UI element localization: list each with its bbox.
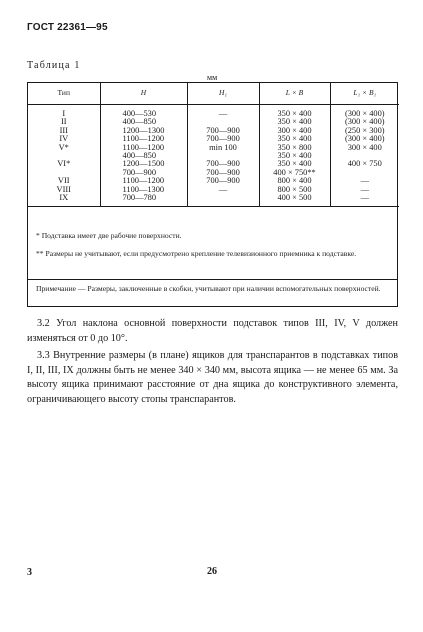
h1-value: 700—900 xyxy=(206,134,240,144)
lb-value: 400 × 750** xyxy=(273,167,316,177)
h-value: 700—900 xyxy=(122,167,156,177)
type-value: III xyxy=(59,125,68,135)
type-value: VIII xyxy=(56,184,71,194)
table-unit: мм xyxy=(207,73,218,82)
h1-value xyxy=(188,194,259,202)
spec-table xyxy=(28,83,399,207)
l1b1-value: (250 × 300) xyxy=(344,125,385,135)
l1b1-value: — xyxy=(360,176,369,186)
footnote-single-star: * Подставка имеет две рабочие поверхности. xyxy=(36,231,182,240)
h-value: 1200—1300 xyxy=(122,125,165,135)
footnote-double-star: ** Размеры не учитывают, если предусмотрено крепление телевизионного приемника к подставке. xyxy=(36,249,357,258)
page-number: 26 xyxy=(207,566,217,577)
lb-value: 350 × 400 xyxy=(277,134,312,144)
lb-value: 350 × 800 xyxy=(277,142,312,152)
h1-value: 700—900 xyxy=(206,159,240,169)
h-value: 1200—1500 xyxy=(122,159,165,169)
lb-value: 350 × 400 xyxy=(277,109,312,118)
column-header-lb: L × B xyxy=(259,83,330,105)
lb-value: 350 × 400 xyxy=(277,117,312,127)
footer-mark: 3 xyxy=(27,567,32,578)
type-value: IV xyxy=(59,134,69,144)
h-value: 1100—1200 xyxy=(122,134,165,144)
document-header: ГОСТ 22361—95 xyxy=(27,22,108,33)
l1b1-column-cell xyxy=(330,105,399,207)
lb-value: 800 × 500 xyxy=(277,184,312,194)
l1b1-value: — xyxy=(360,184,369,194)
h-value: 1100—1200 xyxy=(122,142,165,152)
lb-value: 350 × 400 xyxy=(277,150,312,160)
l1b1-value: 300 × 400 xyxy=(347,142,382,152)
type-value: I xyxy=(62,109,66,118)
l1b1-value: (300 × 400) xyxy=(344,109,385,118)
l1b1-value: 400 × 750 xyxy=(347,159,382,169)
type-value: II xyxy=(60,117,67,127)
lb-column-cell xyxy=(259,105,330,207)
column-header-h1: H₁ xyxy=(187,83,259,105)
paragraph-3-2: 3.2 Угол наклона основной поверхности подставок типов III, IV, V должен изменяться от 0 до 10°. xyxy=(27,318,398,344)
table-header-row xyxy=(28,83,399,105)
spec-table-box xyxy=(27,82,398,307)
h1-column-cell xyxy=(187,105,259,207)
column-header-type: Тип xyxy=(28,83,100,105)
l1b1-value: (300 × 400) xyxy=(344,117,385,127)
h-value: 400—850 xyxy=(122,150,156,160)
h1-value: — xyxy=(218,184,228,194)
lb-value: 300 × 400 xyxy=(277,125,312,135)
h-value: 700—780 xyxy=(122,192,156,202)
notes-divider xyxy=(28,279,397,280)
h-column-cell xyxy=(100,105,187,207)
table-remark: Примечание — Размеры, заключенные в скобки, учитывают при наличии вспомогательных поверхностей. xyxy=(36,284,381,293)
lb-value: 400 × 500 xyxy=(277,192,312,202)
h-value: 1100—1200 xyxy=(122,176,165,186)
l1b1-value: (300 × 400) xyxy=(344,134,385,144)
h-value: 400—530 xyxy=(122,109,156,118)
h-value: 1100—1300 xyxy=(122,184,165,194)
table-caption: Таблица 1 xyxy=(27,60,81,71)
type-column-cell xyxy=(28,105,100,207)
h1-value: — xyxy=(218,109,228,118)
table-body-row xyxy=(28,105,399,207)
h1-value: 700—900 xyxy=(206,176,240,186)
type-value: IX xyxy=(59,192,69,202)
lb-value: 800 × 400 xyxy=(277,176,312,186)
column-header-h: H xyxy=(100,83,187,105)
h1-value: 700—900 xyxy=(206,167,240,177)
paragraph-3-3: 3.3 Внутренние размеры (в плане) ящиков для транспарантов в подставках типов I, II, III, IX должны быть не менее 340 × 340 мм, высота ящика — не менее 65 мм. За высоту ящика принимают расстояние от дна ящика до конструктивного элемента, ограничивающего высоту стопы транспарантов. xyxy=(27,350,398,406)
lb-value: 350 × 400 xyxy=(277,159,312,169)
type-value: V* xyxy=(58,142,69,152)
h1-value: min 100 xyxy=(209,142,237,152)
l1b1-value: — xyxy=(360,192,369,202)
column-header-l1b1: L₁ × B₁ xyxy=(330,83,399,105)
type-value: VI* xyxy=(57,159,71,169)
h1-value: 700—900 xyxy=(206,125,240,135)
h-value: 400—850 xyxy=(122,117,156,127)
type-value: VII xyxy=(57,176,70,186)
